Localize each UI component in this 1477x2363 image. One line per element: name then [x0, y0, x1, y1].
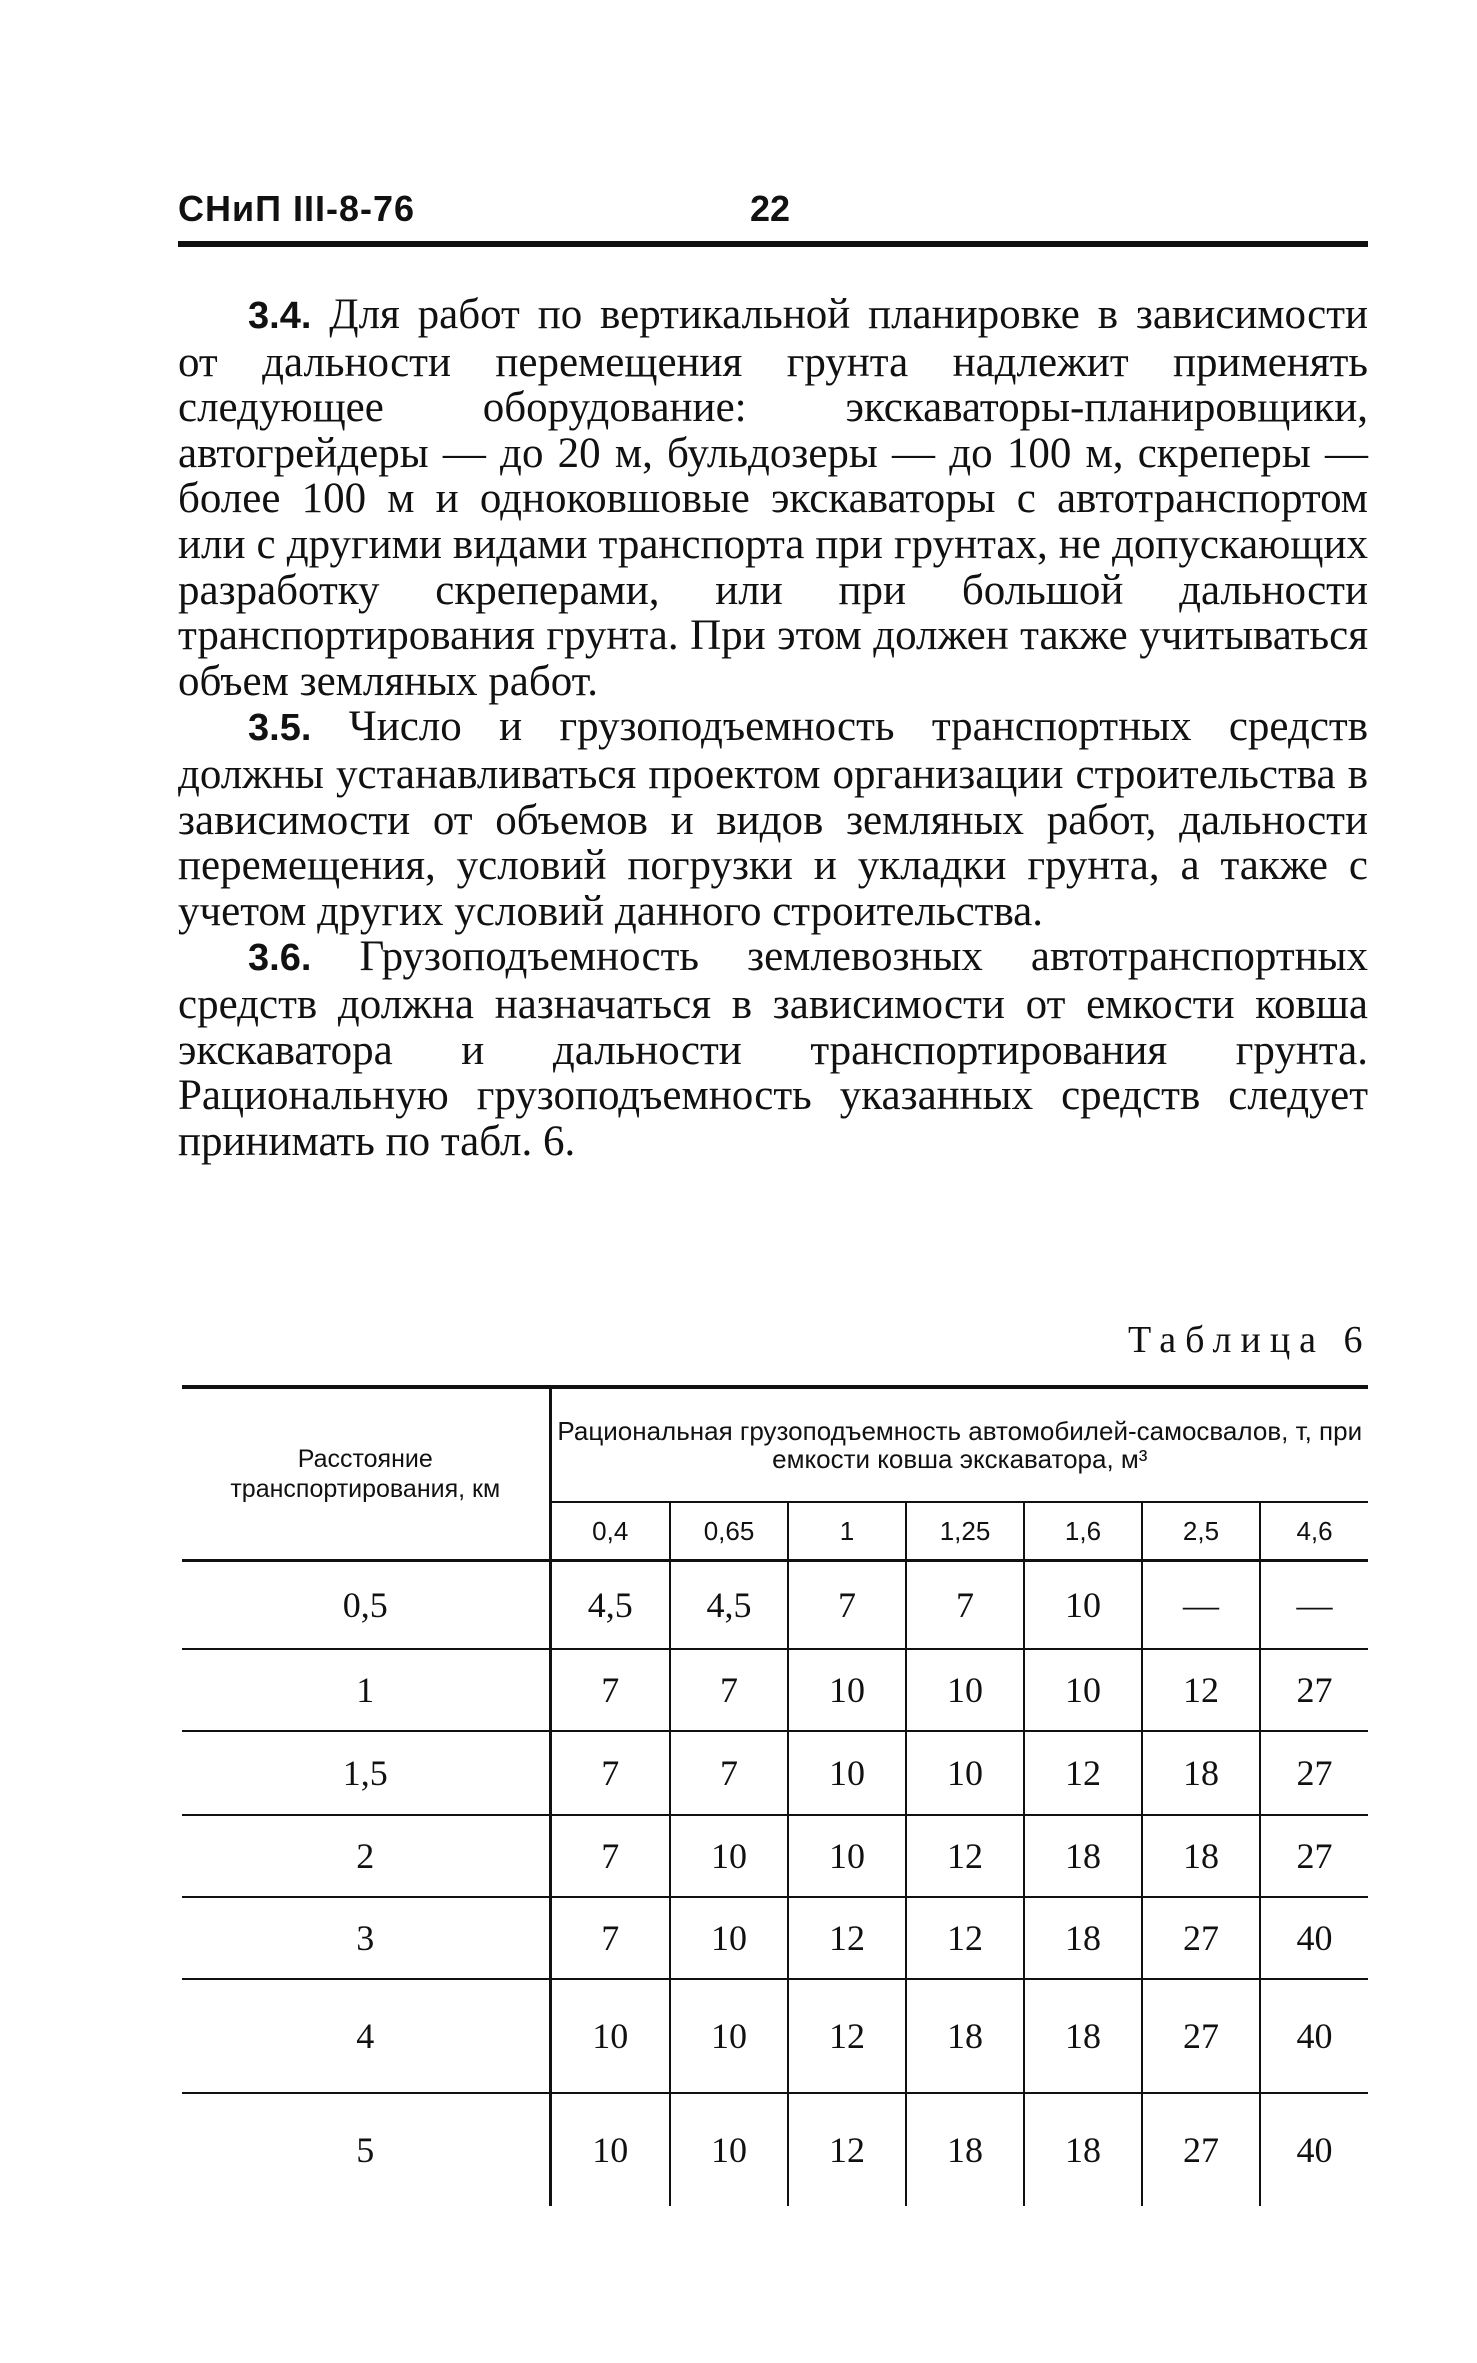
distance-cell: 4	[182, 1979, 550, 2093]
distance-cell: 1,5	[182, 1731, 550, 1815]
paragraph-3-4	[178, 292, 1368, 704]
value-cell: 7	[788, 1561, 906, 1650]
value-cell: 7	[670, 1649, 788, 1731]
capacity-group-header: Рациональная грузоподъемность автомобилей-самосвалов, т, при емкости ковша экскаватора, м³	[550, 1387, 1368, 1502]
value-cell: 18	[1142, 1731, 1260, 1815]
distance-cell: 5	[182, 2093, 550, 2206]
table-row	[182, 1649, 1368, 1731]
body-text	[178, 292, 1368, 1164]
distance-cell: 2	[182, 1815, 550, 1897]
distance-cell: 0,5	[182, 1561, 550, 1650]
value-cell: 4,5	[550, 1561, 670, 1650]
value-cell: 27	[1142, 1897, 1260, 1979]
value-cell: 12	[788, 2093, 906, 2206]
paragraph-text: Число и грузоподъемность транспортных средств должны устанавливаться проектом организации строительства в зависимости от объемов и видов земляных работ, дальности перемещения, условий погрузки и укладки грунта, а также с учетом других условий данного строительства.	[178, 703, 1369, 935]
value-cell: 10	[788, 1649, 906, 1731]
table-row	[182, 1561, 1368, 1650]
value-cell: 18	[1024, 1897, 1142, 1979]
distance-column-header: Расстояние транспортирования, км	[182, 1387, 550, 1561]
column-header: 0,65	[670, 1502, 788, 1561]
data-table	[182, 1385, 1368, 2206]
value-cell: 10	[1024, 1649, 1142, 1731]
table-row	[182, 1897, 1368, 1979]
value-cell: 10	[670, 2093, 788, 2206]
value-cell: 12	[788, 1897, 906, 1979]
value-cell: 7	[550, 1649, 670, 1731]
value-cell: 7	[550, 1815, 670, 1897]
paragraph-3-6	[178, 934, 1368, 1164]
value-cell: 27	[1260, 1731, 1368, 1815]
distance-cell: 1	[182, 1649, 550, 1731]
column-header: 1,25	[906, 1502, 1024, 1561]
paragraph-3-5	[178, 704, 1368, 934]
value-cell: 27	[1142, 2093, 1260, 2206]
table-row	[182, 2093, 1368, 2206]
value-cell: 27	[1260, 1815, 1368, 1897]
paragraph-number: 3.4.	[248, 295, 312, 337]
value-cell: 7	[550, 1731, 670, 1815]
page-number: 22	[750, 188, 791, 229]
value-cell: 10	[670, 1815, 788, 1897]
column-header: 0,4	[550, 1502, 670, 1561]
value-cell: 4,5	[670, 1561, 788, 1650]
value-cell: 10	[788, 1815, 906, 1897]
value-cell: 7	[906, 1561, 1024, 1650]
paragraph-number: 3.5.	[248, 707, 312, 750]
value-cell: 18	[906, 2093, 1024, 2206]
value-cell: 27	[1260, 1649, 1368, 1731]
table-row	[182, 1979, 1368, 2093]
column-header: 4,6	[1260, 1502, 1368, 1561]
value-cell: 40	[1260, 1979, 1368, 2093]
table-caption: Таблица 6	[1128, 1319, 1372, 1361]
paragraph-text: Для работ по вертикальной планировке в зависимости от дальности перемещения грунта надлежит применять следующее оборудование: экскаваторы-планировщики, автогрейдеры — до 20 м, бульдозеры — до 100 м, скреперы — более 100 м и одноковшовые экскаваторы с автотранспортом или с другими видами транспорта при грунтах, не допускающих разработку скреперами, или при большой дальности транспортирования грунта. При этом должен также учитываться объем земляных работ.	[178, 291, 1369, 705]
value-cell: 10	[670, 1979, 788, 2093]
value-cell: 10	[670, 1897, 788, 1979]
document-code: СНиП III-8-76	[178, 188, 416, 229]
table-6	[182, 1385, 1368, 2206]
column-header: 1	[788, 1502, 906, 1561]
distance-cell: 3	[182, 1897, 550, 1979]
value-cell: 40	[1260, 2093, 1368, 2206]
value-cell: 27	[1142, 1979, 1260, 2093]
value-cell: 18	[906, 1979, 1024, 2093]
value-cell: —	[1260, 1561, 1368, 1650]
value-cell: 7	[550, 1897, 670, 1979]
value-cell: 10	[906, 1649, 1024, 1731]
value-cell: 18	[1024, 1979, 1142, 2093]
column-header: 1,6	[1024, 1502, 1142, 1561]
value-cell: 10	[592, 2130, 629, 2170]
value-cell: 10	[550, 1979, 670, 2093]
page-header	[178, 188, 1362, 240]
value-cell: 12	[1142, 1649, 1260, 1731]
paragraph-text: Грузоподъемность землевозных автотранспортных средств должна назначаться в зависимости от емкости ковша экскаватора и дальности транспортирования грунта. Рациональную грузоподъемность указанных средств следует принимать по табл. 6.	[178, 933, 1369, 1165]
value-cell: 40	[1260, 1897, 1368, 1979]
value-cell: 12	[906, 1815, 1024, 1897]
value-cell: 12	[1024, 1731, 1142, 1815]
column-header: 2,5	[1142, 1502, 1260, 1561]
value-cell: 10	[906, 1731, 1024, 1815]
value-cell: —	[1142, 1561, 1260, 1650]
paragraph-number: 3.6.	[248, 937, 312, 980]
value-cell: 18	[1024, 1815, 1142, 1897]
table-row	[182, 1731, 1368, 1815]
table-row	[182, 1815, 1368, 1897]
value-cell: 18	[1024, 2093, 1142, 2206]
value-cell: 12	[788, 1979, 906, 2093]
value-cell: 18	[1142, 1815, 1260, 1897]
value-cell: 10	[788, 1731, 906, 1815]
value-cell: 12	[906, 1897, 1024, 1979]
value-cell: 10	[1024, 1561, 1142, 1650]
header-rule	[178, 241, 1368, 247]
value-cell: 7	[670, 1731, 788, 1815]
